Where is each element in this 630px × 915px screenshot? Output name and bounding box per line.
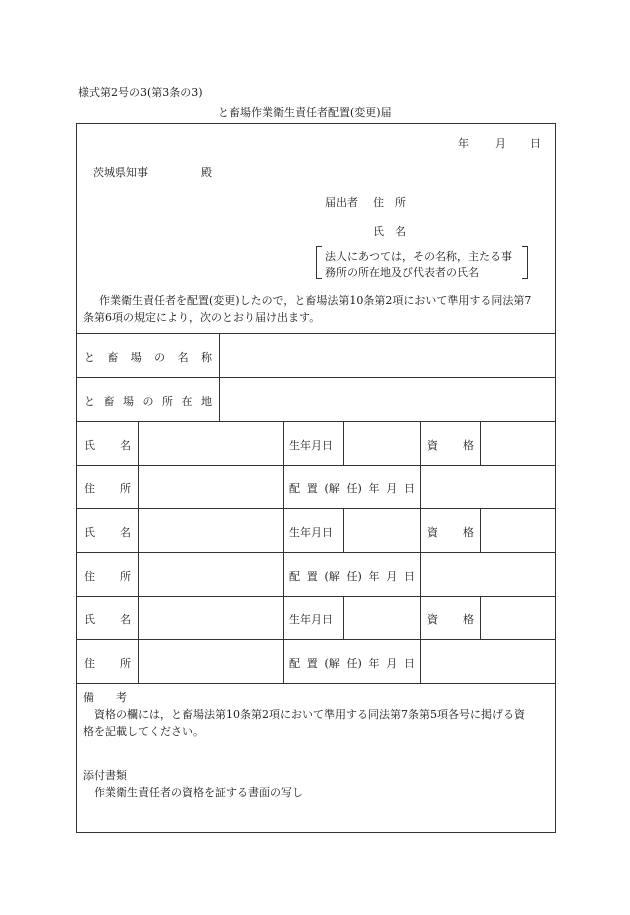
form-number: 様式第2号の3(第3条の3) xyxy=(78,86,203,99)
rule-statement-bottom xyxy=(77,333,555,334)
person1-birthdate-label: 生年月日 xyxy=(289,439,333,452)
statement-line2: 条第6項の規定により，次のとおり届け出ます。 xyxy=(83,311,321,324)
person2-name-label: 氏 名 xyxy=(84,526,131,539)
person3-birth-divider xyxy=(343,596,344,639)
applicant-name-label: 氏 名 xyxy=(373,225,406,238)
person1-birth-divider xyxy=(343,421,344,465)
person1-address-label: 住 所 xyxy=(84,482,131,495)
rule-facility-name-bottom xyxy=(77,377,555,378)
rule-person1-address-bottom xyxy=(77,508,555,509)
statement-paragraph xyxy=(83,292,551,326)
person2-birth-divider xyxy=(343,508,344,552)
person-mid-divider xyxy=(283,421,284,683)
attachments-section xyxy=(83,767,553,801)
rule-person2-name-bottom xyxy=(77,552,555,553)
addressee-honorific: 殿 xyxy=(201,166,212,179)
note-bracket-left xyxy=(316,246,322,279)
person-label-divider xyxy=(138,421,139,683)
person-right-divider xyxy=(420,421,421,683)
applicant-role-label: 届出者 xyxy=(325,196,358,209)
applicant-address-label: 住 所 xyxy=(373,196,406,209)
note-bracket-right xyxy=(522,246,528,279)
rule-person1-name-bottom xyxy=(77,465,555,466)
corporate-note-line2: 務所の所在地及び代表者の氏名 xyxy=(325,266,479,279)
person1-qual-divider xyxy=(480,421,481,465)
person3-qualification-label: 資 格 xyxy=(427,613,474,626)
rule-person3-address-bottom xyxy=(77,683,555,684)
person2-birthdate-label: 生年月日 xyxy=(289,526,333,539)
person2-address-label: 住 所 xyxy=(84,570,131,583)
person2-qual-divider xyxy=(480,508,481,552)
person3-birthdate-label: 生年月日 xyxy=(289,613,333,626)
remarks-section xyxy=(83,689,553,740)
person3-address-label: 住 所 xyxy=(84,657,131,670)
date-year-label: 年 xyxy=(458,137,469,150)
date-day-label: 日 xyxy=(530,137,541,150)
person1-qualification-label: 資 格 xyxy=(427,439,474,452)
person3-assignment-date-label: 配 置 (解 任) 年 月 日 xyxy=(289,657,415,670)
facility-name-label: と 畜 場 の 名 称 xyxy=(84,351,212,364)
corporate-note-line1: 法人にあつては，その名称，主たる事 xyxy=(325,250,512,263)
form-box xyxy=(76,123,556,833)
remarks-line1: 資格の欄には，と畜場法第10条第2項において準用する同法第7条第5項各号に掲げる資 xyxy=(94,708,525,721)
remarks-line2: 格を記載してください。 xyxy=(83,725,204,738)
person2-qualification-label: 資 格 xyxy=(427,526,474,539)
person1-name-label: 氏 名 xyxy=(84,439,131,452)
person1-assignment-date-label: 配 置 (解 任) 年 月 日 xyxy=(289,482,415,495)
rule-facility-location-bottom xyxy=(77,421,555,422)
person3-name-label: 氏 名 xyxy=(84,613,131,626)
facility-location-label: と 畜 場 の 所 在 地 xyxy=(84,395,212,408)
attachments-heading: 添付書類 xyxy=(83,769,127,782)
person2-assignment-date-label: 配 置 (解 任) 年 月 日 xyxy=(289,570,415,583)
rule-person3-name-bottom xyxy=(77,639,555,640)
statement-line1: 作業衛生責任者を配置(変更)したので，と畜場法第10条第2項において準用する同法第7 xyxy=(99,294,532,307)
addressee-governor: 茨城県知事 xyxy=(93,166,148,179)
form-title: と畜場作業衛生責任者配置(変更)届 xyxy=(218,106,392,119)
attachments-item: 作業衛生責任者の資格を証する書面の写し xyxy=(94,786,303,799)
person3-qual-divider xyxy=(480,596,481,639)
remarks-heading: 備 考 xyxy=(83,691,127,704)
date-month-label: 月 xyxy=(495,137,506,150)
rule-person2-address-bottom xyxy=(77,596,555,597)
facility-divider xyxy=(219,333,220,421)
